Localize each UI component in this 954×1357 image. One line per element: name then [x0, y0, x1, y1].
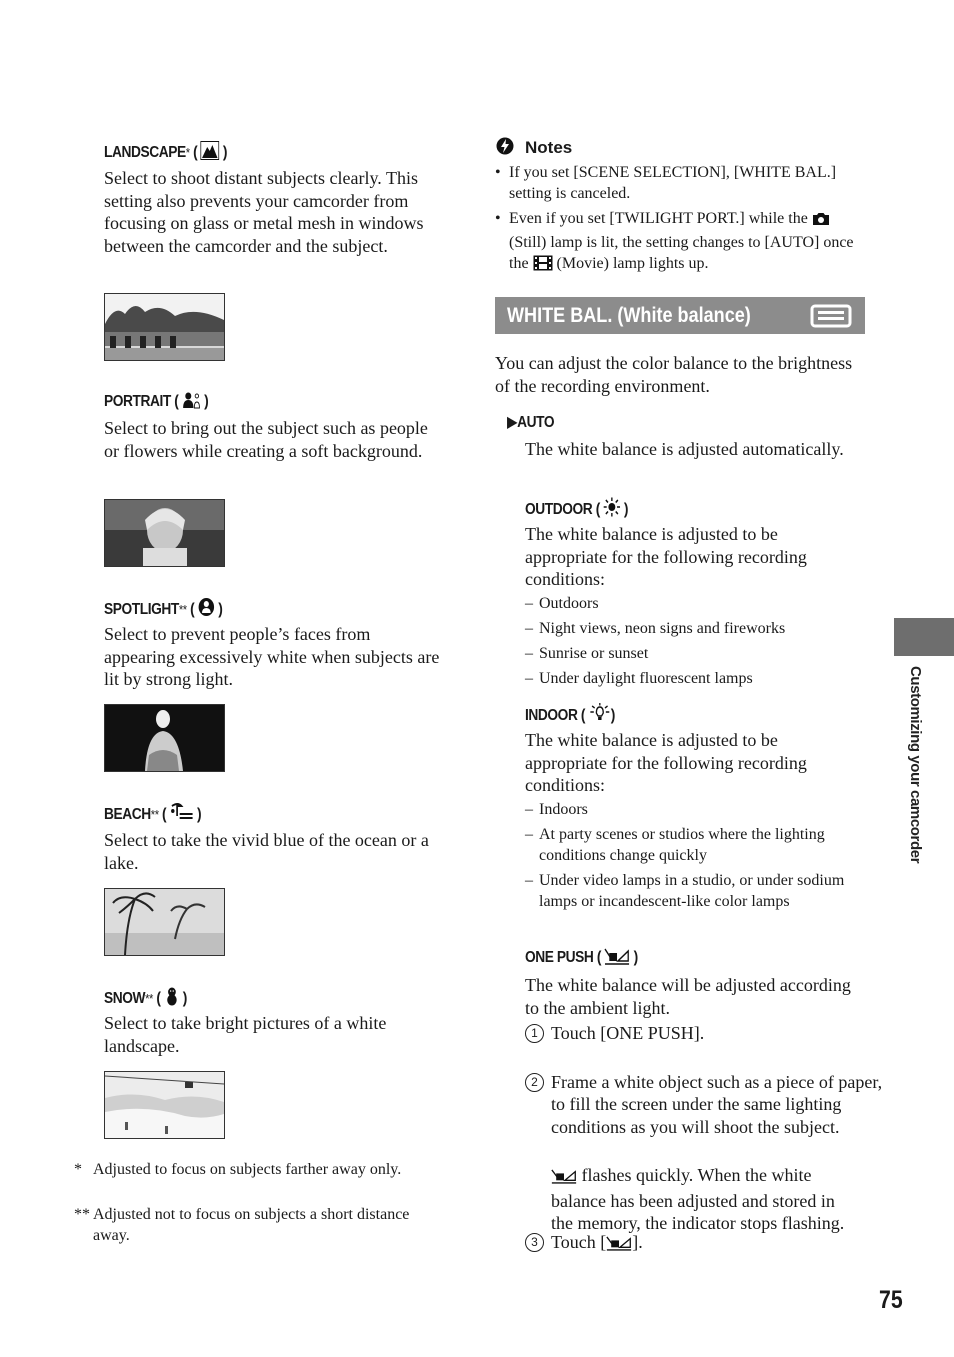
- indoor-heading: INDOOR ( ): [525, 703, 615, 728]
- menu-category-icon: [810, 303, 852, 334]
- onepush-heading: ONE PUSH ( ): [525, 947, 638, 970]
- indoor-list: [525, 799, 855, 916]
- portrait-heading: PORTRAIT ( ): [104, 391, 396, 414]
- spotlight-text: Select to prevent people’s faces from appearing excessively white when subjects are lit by strong light.: [104, 624, 440, 689]
- list-item: – Night views, neon signs and fireworks: [525, 618, 860, 639]
- indoor-text: The white balance is adjusted to be appropriate for the following recording conditions:: [525, 730, 807, 795]
- beach-icon: [170, 802, 194, 827]
- one-push-icon: [551, 1167, 577, 1190]
- beach-photo: [104, 888, 225, 956]
- snow-heading: SNOW** ( ): [104, 986, 396, 1011]
- spotlight-icon: [198, 597, 215, 622]
- portrait-text: Select to bring out the subject such as people or flowers while creating a soft background.: [104, 418, 428, 461]
- onepush-step-2: 2 Frame a white object such as a piece of paper, to fill the screen under the same lighting conditions as you will shoot the subject.: [525, 1071, 891, 1139]
- one-push-icon: [606, 1234, 632, 1257]
- onepush-step-1: 1 Touch [ONE PUSH].: [525, 1022, 886, 1045]
- footnote-2: ** Adjusted not to focus on subjects a short distance away.: [74, 1206, 410, 1244]
- section-intro: You can adjust the color balance to the brightness of the recording environment.: [495, 353, 853, 396]
- note-item-2: • Even if you set [TWILIGHT PORT.] while the (Still) lamp is lit, the setting changes to [AUTO] once the (Movie) lamp lights up.: [495, 208, 855, 277]
- snow-text: Select to take bright pictures of a white landscape.: [104, 1013, 387, 1056]
- portrait-photo: [104, 499, 225, 567]
- outdoor-text: The white balance is adjusted to be appropriate for the following recording conditions:: [525, 524, 807, 589]
- snow-photo: [104, 1071, 225, 1139]
- still-camera-icon: [812, 211, 830, 232]
- outdoor-heading: OUTDOOR ( ): [525, 497, 628, 522]
- outdoor-list: [525, 593, 860, 693]
- onepush-step-3: 3 Touch [ ].: [525, 1231, 886, 1257]
- portrait-icon: [182, 391, 201, 414]
- default-marker-icon: ▶: [507, 414, 518, 431]
- mountain-icon: [201, 141, 220, 165]
- chapter-label: Customizing your camcorder: [907, 666, 924, 864]
- beach-text: Select to take the vivid blue of the ocean or a lake.: [104, 830, 429, 873]
- one-push-icon: [604, 947, 630, 970]
- onepush-flash-note: flashes quickly. When the white balance has been adjusted and stored in the memory, the indicator stops flashing.: [551, 1165, 845, 1233]
- snowman-icon: [164, 986, 179, 1011]
- landscape-heading: LANDSCAPE* ( ): [104, 141, 396, 165]
- chapter-tab: [894, 618, 954, 656]
- notes-heading: Notes: [495, 136, 572, 161]
- light-bulb-icon: [588, 703, 610, 728]
- spotlight-photo: [104, 704, 225, 772]
- note-item-1: • If you set [SCENE SELECTION], [WHITE BAL.] setting is canceled.: [495, 164, 837, 202]
- list-item: – Sunrise or sunset: [525, 643, 860, 664]
- list-item: – Indoors: [525, 799, 855, 820]
- list-item: – At party scenes or studios where the lighting conditions change quickly: [525, 824, 855, 866]
- auto-heading: ▶AUTO: [507, 414, 555, 431]
- notes-icon: [495, 136, 515, 161]
- beach-heading: BEACH** ( ): [104, 802, 396, 827]
- auto-text: The white balance is adjusted automatically.: [525, 439, 844, 459]
- page-number: 75: [879, 1286, 903, 1314]
- footnote-1: * Adjusted to focus on subjects farther away only.: [74, 1161, 402, 1178]
- landscape-photo: [104, 293, 225, 361]
- spotlight-heading: SPOTLIGHT** ( ): [104, 597, 396, 622]
- onepush-text: The white balance will be adjusted according to the ambient light.: [525, 975, 851, 1018]
- list-item: – Under video lamps in a studio, or under sodium lamps or incandescent-like color lamps: [525, 870, 855, 912]
- section-title: WHITE BAL. (White balance): [507, 304, 751, 327]
- list-item: – Under daylight fluorescent lamps: [525, 668, 860, 689]
- list-item: – Outdoors: [525, 593, 860, 614]
- movie-film-icon: [533, 255, 553, 277]
- sun-icon: [603, 497, 620, 522]
- landscape-text: Select to shoot distant subjects clearly. This setting also prevents your camcorder from focusing on glass or metal mesh in windows between the camcorder and the subject.: [104, 168, 424, 256]
- chapter-label-wrap: [906, 666, 926, 876]
